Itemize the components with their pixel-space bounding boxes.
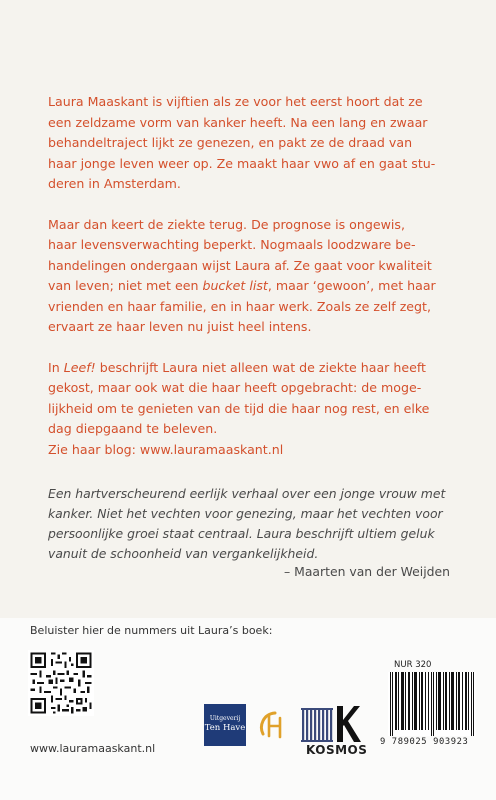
kosmos-wordmark: KOSMOS	[306, 743, 368, 757]
text-line: haar jonge leven weer op. Ze maakt haar vwo af en gaat stu-	[48, 155, 436, 171]
quote-line: persoonlijke groei staat centraal. Laura beschrijft ultiem geluk	[48, 526, 435, 541]
tenhave-logo	[204, 704, 246, 746]
text-segment: van leven; niet met een	[48, 278, 203, 293]
text-line: dag diepgaand te beleven.	[48, 421, 218, 436]
quote-line: vanuit de schoonheid van vergankelijkheid.	[48, 546, 319, 561]
text-line: vrienden en haar familie, en in haar werk. Zoals ze zelf zegt,	[48, 298, 431, 314]
isbn-barcode-icon	[388, 672, 476, 736]
blurb-text	[48, 92, 452, 480]
text-line: handelingen ondergaan wijst Laura af. Ze gaat voor kwaliteit	[48, 257, 432, 273]
book-title-emphasis: Leef!	[63, 359, 96, 375]
quote-line: kanker. Niet het vechten voor genezing, maar het vechten voor	[48, 506, 443, 521]
text-line: een zeldzame vorm van kanker heeft. Na een lang en zwaar	[48, 114, 428, 130]
qr-code-icon[interactable]	[28, 650, 94, 716]
blurb-paragraph-1	[48, 92, 452, 195]
publisher-h-logo-icon	[255, 706, 291, 744]
text-line: gekost, maar ook wat die haar heeft opgebracht: de moge-	[48, 380, 422, 395]
website-url[interactable]: www.lauramaaskant.nl	[30, 742, 156, 755]
quote-line: Een hartverscheurend eerlijk verhaal over een jonge vrouw met	[48, 486, 446, 501]
text-line: ervaart ze haar leven nu juist heel intens.	[48, 319, 312, 334]
text-line: Maar dan keert de ziekte terug. De prognose is ongewis,	[48, 216, 405, 232]
text-segment: In	[48, 359, 64, 375]
blurb-paragraph-3	[48, 358, 452, 461]
text-segment: , maar ‘gewoon’, met haar	[267, 278, 436, 293]
isbn-number: 9 789025 903923	[380, 737, 469, 747]
blurb-paragraph-2	[48, 215, 452, 338]
tenhave-small-text: Uitgeverij	[209, 715, 241, 722]
text-line: Laura Maaskant is vijftien als ze voor het eerst hoort dat ze	[48, 94, 423, 109]
nur-code: NUR 320	[394, 660, 432, 670]
review-quote	[48, 484, 458, 564]
text-segment: beschrijft Laura niet alleen wat de ziekte haar heeft	[95, 359, 426, 375]
text-line: haar levensverwachting beperkt. Nogmaals loodzware be-	[48, 237, 416, 252]
text-line: behandeltraject lijkt ze genezen, en pakt ze de draad van	[48, 135, 413, 150]
listen-caption: Beluister hier de nummers uit Laura’s boek:	[30, 624, 273, 637]
text-line	[48, 276, 452, 297]
kosmos-logo-icon	[300, 704, 362, 744]
quote-attribution: – Maarten van der Weijden	[284, 564, 450, 579]
text-line: lijkheid om te genieten van de tijd die haar nog rest, en elke	[48, 400, 430, 416]
bucket-list-emphasis: bucket list	[202, 278, 268, 293]
text-line: deren in Amsterdam.	[48, 176, 181, 191]
blog-line: Zie haar blog: www.lauramaaskant.nl	[48, 441, 284, 457]
text-line	[48, 358, 452, 379]
tenhave-name: Ten Have	[204, 723, 246, 733]
